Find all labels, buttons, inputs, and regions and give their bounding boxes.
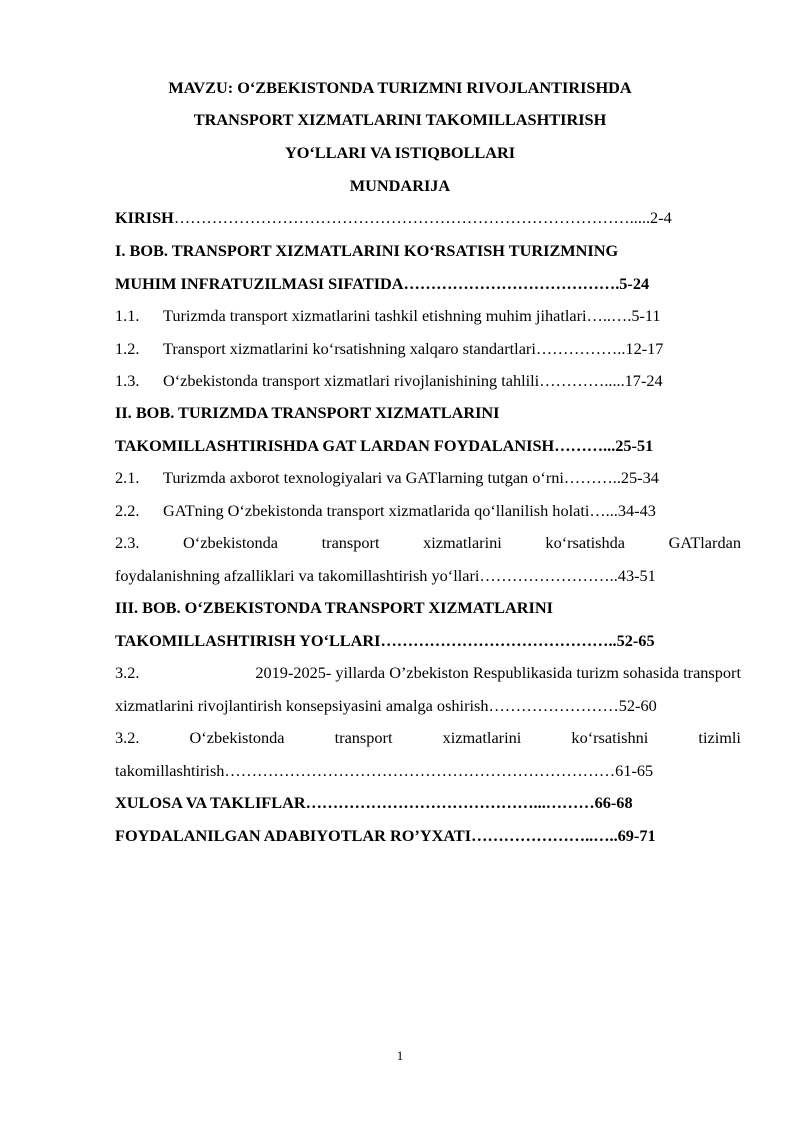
toc-chapter-2-line-2: TAKOMILLASHTIRISHDA GAT LARDAN FOYDALANISH………...25-51 bbox=[115, 436, 654, 455]
toc-section-3-2-line-2: takomillashtirish………………………………………………………………61-65 bbox=[115, 761, 654, 780]
section-title-word: O‘zbekistonda bbox=[189, 728, 285, 747]
toc-section-3-1-line-2: xizmatlarini rivojlantirish konsepsiyasini amalga oshirish……………………52-60 bbox=[115, 696, 657, 715]
section-number: 1.3. bbox=[115, 371, 140, 390]
section-number: 2.1. bbox=[115, 468, 140, 487]
section-title-word: xizmatlarini bbox=[442, 728, 522, 747]
toc-chapter-3-line-2: TAKOMILLASHTIRISH YO‘LLARI……………………………………..52-65 bbox=[115, 631, 655, 650]
toc-chapter-1-line-2: MUHIM INFRATUZILMASI SIFATIDA………………………………….5-24 bbox=[115, 274, 650, 293]
toc-section-2-2 bbox=[115, 501, 741, 521]
toc-section-2-3-line-1 bbox=[115, 533, 741, 553]
toc-section-3-2-line-1 bbox=[115, 728, 741, 748]
section-number: 2.2. bbox=[115, 501, 140, 520]
section-title: 2019-2025- yillarda O’zbekiston Respublikasida turizm sohasida transport bbox=[255, 663, 741, 682]
section-number: 3.2. bbox=[115, 728, 140, 747]
page-number: 1 bbox=[396, 1048, 404, 1063]
toc-entry-introduction bbox=[115, 208, 741, 228]
toc-section-1-1 bbox=[115, 306, 741, 326]
section-title-word: GATlardan bbox=[668, 533, 741, 552]
toc-section-1-2 bbox=[115, 339, 741, 359]
title-line-3: YO‘LLARI VA ISTIQBOLLARI bbox=[284, 143, 516, 162]
section-title-word: O‘zbekistonda bbox=[183, 533, 278, 552]
toc-chapter-1-line-1: I. BOB. TRANSPORT XIZMATLARINI KO‘RSATISH TURIZMNING bbox=[115, 241, 619, 260]
toc-introduction-pages: .....2-4 bbox=[629, 208, 672, 227]
toc-section-3-1-line-1 bbox=[115, 663, 741, 683]
section-title-word: tizimli bbox=[698, 728, 741, 747]
section-title: Turizmda transport xizmatlarini tashkil etishning muhim jihatlari…..….5-11 bbox=[163, 306, 661, 325]
title-line-1: MAVZU: O‘ZBEKISTONDA TURIZMNI RIVOJLANTIRISHDA bbox=[168, 78, 632, 97]
section-title-word: ko‘rsatishda bbox=[545, 533, 625, 552]
section-number: 3.2. bbox=[115, 663, 140, 682]
toc-section-2-1 bbox=[115, 468, 741, 488]
toc-section-1-3 bbox=[115, 371, 741, 391]
toc-references: FOYDALANILGAN ADABIYOTLAR RO’YXATI…………………..…..69-71 bbox=[115, 826, 656, 845]
toc-section-2-3-line-2: foydalanishning afzalliklari va takomillashtirish yo‘llari……………………..43-51 bbox=[115, 566, 656, 585]
section-title-word: transport bbox=[321, 533, 380, 552]
section-title-word: ko‘rsatishni bbox=[571, 728, 649, 747]
section-title: Transport xizmatlarini ko‘rsatishning xalqaro standartlari……………..12-17 bbox=[163, 339, 664, 358]
section-title-word: xizmatlarini bbox=[423, 533, 502, 552]
section-number: 2.3. bbox=[115, 533, 140, 552]
toc-introduction-label: KIRISH bbox=[115, 208, 174, 227]
toc-conclusion: XULOSA VA TAKLIFLAR……………………………………...………66-68 bbox=[115, 793, 633, 812]
contents-heading: MUNDARIJA bbox=[349, 176, 451, 195]
title-line-2: TRANSPORT XIZMATLARINI TAKOMILLASHTIRISH bbox=[193, 110, 607, 129]
section-number: 1.2. bbox=[115, 339, 140, 358]
toc-chapter-3-line-1: III. BOB. O‘ZBEKISTONDA TRANSPORT XIZMATLARINI bbox=[115, 598, 553, 617]
section-title: Turizmda axborot texnologiyalari va GATlarning tutgan o‘rni………..25-34 bbox=[163, 468, 659, 487]
section-title: O‘zbekistonda transport xizmatlari rivojlanishining tahlili………….....17-24 bbox=[163, 371, 663, 390]
section-title: GATning O‘zbekistonda transport xizmatlarida qo‘llanilish holati…...34-43 bbox=[163, 501, 656, 520]
section-number: 1.1. bbox=[115, 306, 140, 325]
toc-chapter-2-line-1: II. BOB. TURIZMDA TRANSPORT XIZMATLARINI bbox=[115, 403, 500, 422]
section-title-word: transport bbox=[334, 728, 393, 747]
toc-introduction-dots: ………………………………………………………………………… bbox=[173, 208, 630, 227]
